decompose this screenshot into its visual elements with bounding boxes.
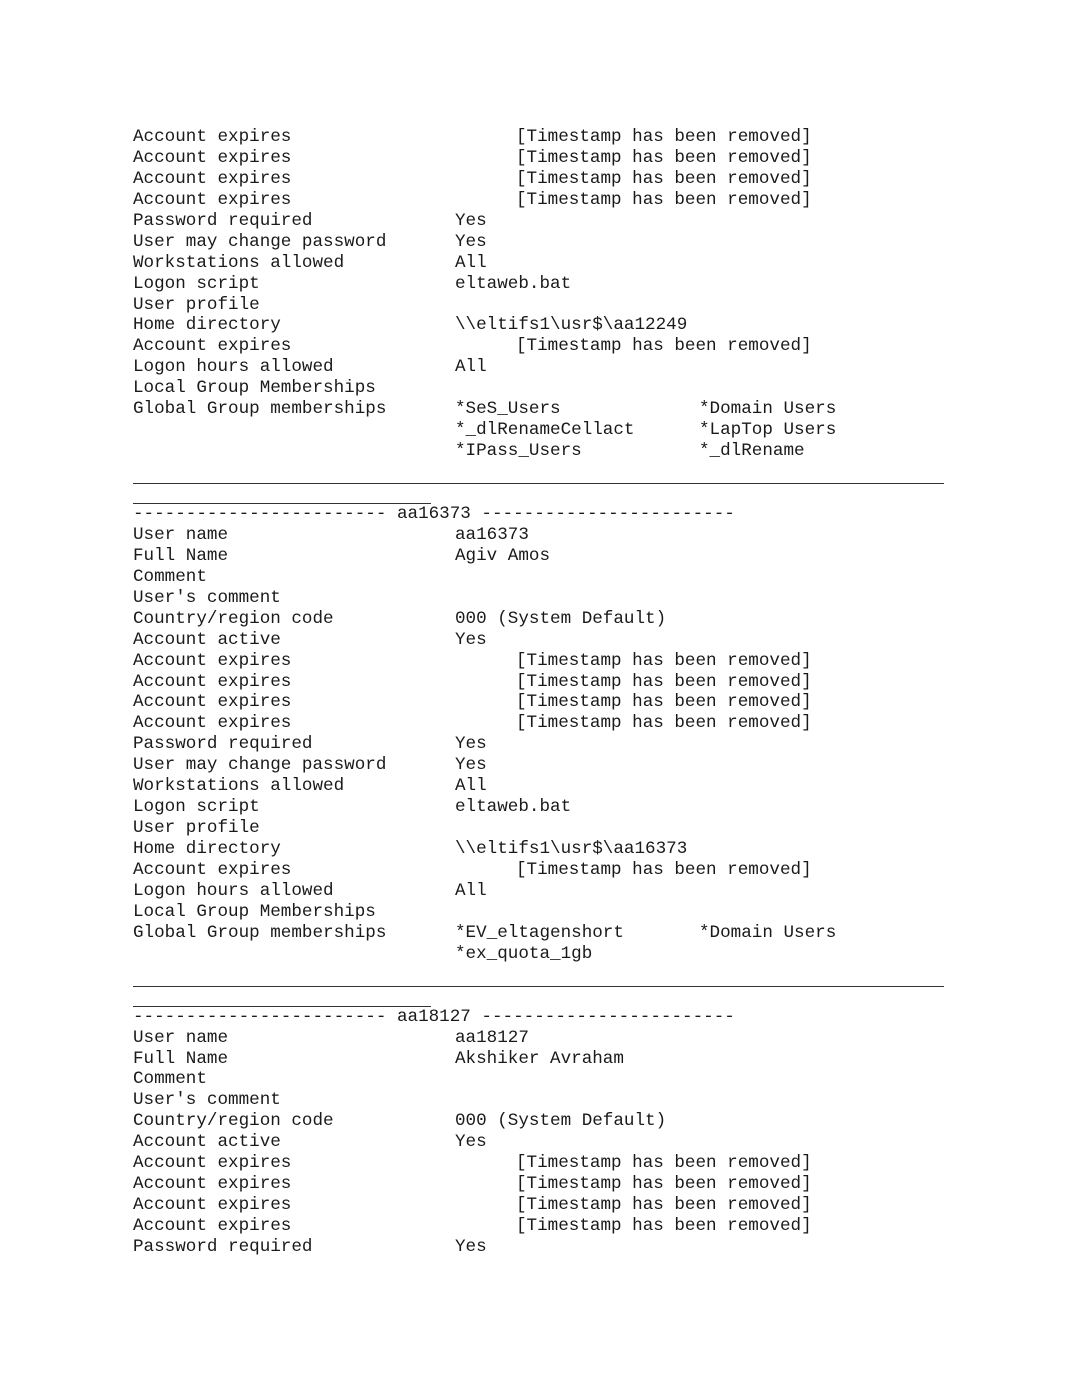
field-label: Full Name: [133, 545, 229, 566]
timestamp-value: [Timestamp has been removed]: [516, 671, 812, 692]
field-value: All: [455, 880, 487, 901]
field-label: User name: [133, 1027, 229, 1048]
field-row: [133, 253, 948, 274]
field-row: [133, 295, 948, 316]
field-row: [133, 211, 948, 232]
field-row: [133, 734, 948, 755]
field-label: User profile: [133, 818, 260, 839]
field-label: Comment: [133, 1069, 207, 1090]
field-row: [133, 1153, 948, 1174]
field-label: User may change password: [133, 755, 387, 776]
field-row: [133, 1090, 948, 1111]
field-row: [133, 902, 948, 923]
field-value: *ex_quota_1gb: [455, 943, 593, 964]
field-label: Account expires: [133, 692, 292, 713]
field-label: User name: [133, 524, 229, 545]
account-header: ------------------------ aa16373 ------------------------: [133, 504, 735, 524]
field-label: Password required: [133, 734, 313, 755]
field-label: Comment: [133, 566, 207, 587]
field-label: Account expires: [133, 1174, 292, 1195]
field-value: 000 (System Default): [455, 608, 667, 629]
field-value: \\eltifs1\usr$\aa16373: [455, 839, 688, 859]
field-row: [133, 336, 948, 357]
timestamp-value: [Timestamp has been removed]: [516, 1216, 812, 1236]
field-row: [133, 588, 948, 609]
field-row: [133, 944, 948, 965]
field-row: [133, 127, 948, 148]
field-label: Home directory: [133, 315, 281, 336]
field-value: Yes: [455, 734, 487, 755]
field-row: [133, 525, 948, 546]
field-value: Yes: [455, 1236, 487, 1257]
field-row: [133, 881, 948, 902]
field-value: All: [455, 252, 487, 273]
field-row: [133, 420, 948, 441]
field-row: [133, 1132, 948, 1153]
field-row: [133, 672, 948, 693]
field-label: Local Group Memberships: [133, 901, 376, 922]
field-row: [133, 839, 948, 860]
field-row: [133, 797, 948, 818]
field-row: [133, 1216, 948, 1237]
field-label: Account active: [133, 629, 281, 650]
field-row: [133, 441, 948, 462]
field-row: [133, 630, 948, 651]
field-value: Agiv Amos: [455, 545, 551, 566]
field-row: [133, 357, 948, 378]
field-row: [133, 755, 948, 776]
account-details: [133, 1028, 948, 1258]
field-label: Full Name: [133, 1048, 229, 1069]
group-value-secondary: *Domain Users: [699, 399, 837, 420]
field-label: Workstations allowed: [133, 252, 345, 273]
field-value: *EV_eltagenshort: [455, 922, 624, 943]
field-row: [133, 609, 948, 630]
field-label: Logon hours allowed: [133, 880, 334, 901]
field-value: Akshiker Avraham: [455, 1048, 624, 1069]
field-value: Yes: [455, 1132, 487, 1153]
field-row: [133, 860, 948, 881]
account-details: [133, 525, 948, 965]
section-separator: [133, 965, 948, 1007]
field-row: [133, 818, 948, 839]
field-label: Account expires: [133, 1216, 292, 1236]
timestamp-value: [Timestamp has been removed]: [516, 1174, 812, 1195]
field-label: Logon hours allowed: [133, 357, 334, 378]
field-row: [133, 1069, 948, 1090]
account-header: ------------------------ aa18127 ------------------------: [133, 1006, 735, 1027]
field-row: [133, 1174, 948, 1195]
field-row: [133, 1049, 948, 1070]
document-page: [133, 127, 948, 1258]
field-value: aa18127: [455, 1027, 529, 1048]
field-label: Account expires: [133, 1195, 292, 1216]
field-row: [133, 232, 948, 253]
field-row: [133, 378, 948, 399]
field-row: [133, 567, 948, 588]
field-value: Yes: [455, 231, 487, 252]
field-row: [133, 190, 948, 211]
field-value: aa16373: [455, 524, 529, 545]
field-row: [133, 713, 948, 734]
field-value: *IPass_Users: [455, 441, 582, 462]
separator-line: [133, 986, 944, 987]
field-row: [133, 776, 948, 797]
field-row: [133, 651, 948, 672]
field-label: User profile: [133, 294, 260, 315]
timestamp-value: [Timestamp has been removed]: [516, 713, 812, 734]
field-row: [133, 923, 948, 944]
field-label: Account expires: [133, 189, 292, 210]
field-value: *SeS_Users: [455, 399, 561, 420]
field-value: All: [455, 776, 487, 797]
field-row: [133, 1237, 948, 1258]
field-row: [133, 692, 948, 713]
field-label: Account expires: [133, 713, 292, 734]
field-value: Yes: [455, 755, 487, 776]
field-label: Account expires: [133, 1153, 292, 1174]
field-value: eltaweb.bat: [455, 797, 572, 818]
field-row: [133, 274, 948, 295]
field-row: [133, 1195, 948, 1216]
separator-line: [133, 483, 944, 484]
field-label: Password required: [133, 210, 313, 231]
field-label: Password required: [133, 1236, 313, 1257]
timestamp-value: [Timestamp has been removed]: [516, 127, 812, 147]
field-label: Account active: [133, 1132, 281, 1153]
field-label: Account expires: [133, 650, 292, 671]
field-label: Account expires: [133, 671, 292, 692]
group-value-secondary: *Domain Users: [699, 922, 837, 943]
field-label: User may change password: [133, 231, 387, 252]
field-label: Account expires: [133, 336, 292, 357]
field-value: Yes: [455, 629, 487, 650]
field-label: User's comment: [133, 1090, 281, 1111]
field-label: Account expires: [133, 127, 292, 147]
field-label: Account expires: [133, 147, 292, 168]
field-label: Workstations allowed: [133, 776, 345, 797]
account-details-continued: [133, 127, 948, 462]
timestamp-value: [Timestamp has been removed]: [516, 650, 812, 671]
field-label: Home directory: [133, 839, 281, 859]
field-row: [133, 546, 948, 567]
field-label: Account expires: [133, 168, 292, 189]
timestamp-value: [Timestamp has been removed]: [516, 859, 812, 880]
section-separator: [133, 462, 948, 504]
field-label: Logon script: [133, 273, 260, 294]
field-label: Local Group Memberships: [133, 378, 376, 399]
field-label: Account expires: [133, 859, 292, 880]
field-label: Global Group memberships: [133, 399, 387, 420]
field-label: Country/region code: [133, 1111, 334, 1132]
timestamp-value: [Timestamp has been removed]: [516, 168, 812, 189]
timestamp-value: [Timestamp has been removed]: [516, 147, 812, 168]
field-value: All: [455, 357, 487, 378]
timestamp-value: [Timestamp has been removed]: [516, 692, 812, 713]
timestamp-value: [Timestamp has been removed]: [516, 1195, 812, 1216]
timestamp-value: [Timestamp has been removed]: [516, 189, 812, 210]
field-label: Logon script: [133, 797, 260, 818]
field-label: Global Group memberships: [133, 922, 387, 943]
field-value: \\eltifs1\usr$\aa12249: [455, 315, 688, 336]
field-row: [133, 315, 948, 336]
group-value-secondary: *_dlRename: [699, 441, 805, 462]
field-row: [133, 399, 948, 420]
timestamp-value: [Timestamp has been removed]: [516, 1153, 812, 1174]
group-value-secondary: *LapTop Users: [699, 420, 837, 441]
field-value: 000 (System Default): [455, 1111, 667, 1132]
field-value: eltaweb.bat: [455, 273, 572, 294]
field-label: User's comment: [133, 587, 281, 608]
field-row: [133, 1111, 948, 1132]
field-value: *_dlRenameCellact: [455, 420, 635, 441]
field-row: [133, 1028, 948, 1049]
field-row: [133, 148, 948, 169]
timestamp-value: [Timestamp has been removed]: [516, 336, 812, 357]
field-row: [133, 169, 948, 190]
field-value: Yes: [455, 210, 487, 231]
field-label: Country/region code: [133, 608, 334, 629]
